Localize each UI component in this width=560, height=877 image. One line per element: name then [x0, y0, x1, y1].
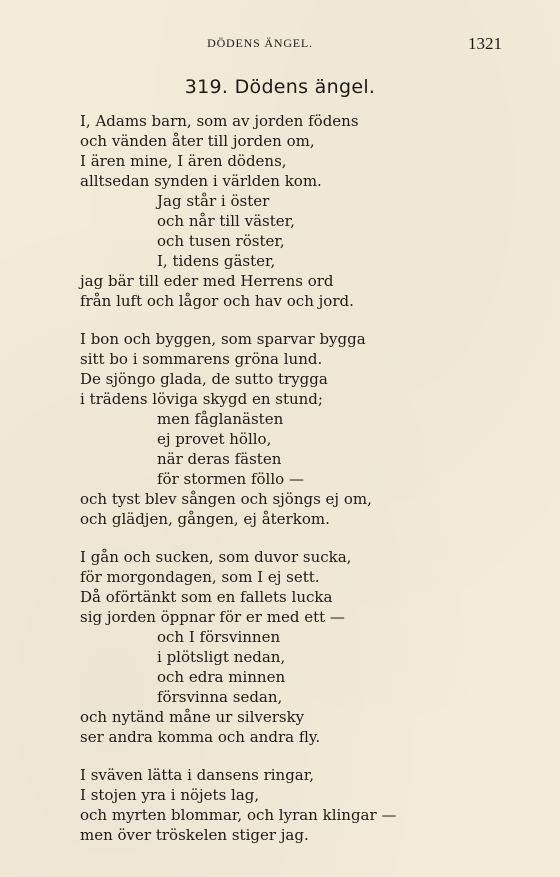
poem-line: och vänden åter till jorden om, [80, 132, 315, 150]
poem-line: sitt bo i sommarens gröna lund. [80, 350, 323, 368]
running-head-title: DÖDENS ÄNGEL. [207, 36, 313, 50]
poem-line: och nytänd måne ur silversky [80, 708, 305, 726]
poem-line: när deras fästen [157, 450, 282, 468]
poem-line: I sväven lätta i dansens ringar, [80, 766, 315, 784]
poem-line: Då oförtänkt som en fallets lucka [80, 588, 333, 606]
poem-title: 319. Dödens ängel. [184, 76, 376, 98]
poem-line: I gån och sucken, som duvor sucka, [80, 548, 352, 566]
poem-line: men över tröskelen stiger jag. [80, 826, 309, 844]
poem-line: ej provet höllo, [157, 430, 272, 448]
poem-line: I, Adams barn, som av jorden födens [80, 112, 359, 130]
poem-line: i plötsligt nedan, [157, 648, 286, 666]
poem-line: och edra minnen [157, 668, 286, 686]
poem-line: sig jorden öppnar för er med ett — [80, 608, 345, 626]
poem-line: och glädjen, gången, ej återkom. [80, 510, 330, 528]
poem-line: De sjöngo glada, de sutto trygga [80, 370, 328, 388]
poem-line: och I försvinnen [157, 628, 281, 646]
page-number: 1321 [468, 34, 502, 53]
poem-line: och tyst blev sången och sjöngs ej om, [80, 490, 372, 508]
poem-line: I stojen yra i nöjets lag, [80, 786, 260, 804]
poem-line: för morgondagen, som I ej sett. [80, 568, 320, 586]
poem-line: I bon och byggen, som sparvar bygga [80, 330, 366, 348]
poem-line: ser andra komma och andra fly. [80, 728, 321, 746]
poem-line: försvinna sedan, [157, 688, 283, 706]
poem-line: och når till väster, [157, 212, 295, 230]
poem-line: jag bär till eder med Herrens ord [80, 272, 334, 290]
poem-line: och tusen röster, [157, 232, 285, 250]
poem-line: för stormen föllo — [157, 470, 304, 488]
poem-line: I, tidens gäster, [157, 252, 276, 270]
poem-line: i trädens löviga skygd en stund; [80, 390, 323, 408]
poem-line: men fåglanästen [157, 410, 284, 428]
poem-line: I ären mine, I ären dödens, [80, 152, 287, 170]
poem-line: Jag står i öster [157, 192, 270, 210]
poem-line: alltsedan synden i världen kom. [80, 172, 322, 190]
poem-line: och myrten blommar, och lyran klingar — [80, 806, 397, 824]
poem-line: från luft och lågor och hav och jord. [80, 292, 354, 310]
